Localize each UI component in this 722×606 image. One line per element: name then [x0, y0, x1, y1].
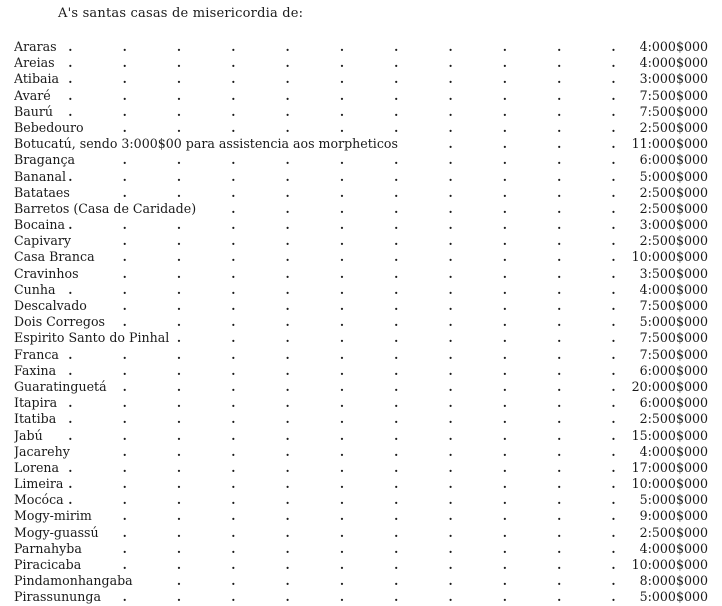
institution-name: Batataes: [14, 185, 73, 201]
institution-name: Jacarehy: [14, 444, 73, 460]
list-item: [14, 298, 708, 314]
institution-name: Mocóca: [14, 492, 67, 508]
dot-leader: [14, 298, 630, 314]
institution-name: Cravinhos: [14, 266, 82, 282]
amount-value: 3:000$000: [639, 71, 708, 87]
dot-leader: [14, 282, 630, 298]
list-item: [14, 185, 708, 201]
dot-leader: [14, 55, 630, 71]
dot-leader: [14, 249, 630, 265]
dot-leader: [14, 508, 630, 524]
list-item: [14, 428, 708, 444]
institution-name: Bebedouro: [14, 120, 87, 136]
dot-leader: [14, 395, 630, 411]
dot-leader: [14, 233, 630, 249]
institution-name: Bananal: [14, 169, 69, 185]
institution-name: Itapira: [14, 395, 60, 411]
list-item: [14, 541, 708, 557]
institution-name: Casa Branca: [14, 249, 98, 265]
page-heading: A's santas casas de misericordia de:: [58, 6, 304, 21]
dot-leader: [14, 185, 630, 201]
list-item: [14, 492, 708, 508]
list-item: [14, 347, 708, 363]
amount-value: 5:000$000: [639, 492, 708, 508]
amount-value: 2:500$000: [639, 200, 708, 216]
list-item: [14, 508, 708, 524]
institution-name: Limeira: [14, 476, 66, 492]
dot-leader: [14, 428, 630, 444]
institution-name: Botucatú, sendo 3:000$00 para assistencia aos morpheticos: [14, 136, 401, 152]
amount-value: 3:500$000: [639, 265, 708, 281]
institution-name: Areias: [14, 55, 58, 71]
dot-leader: [14, 525, 630, 541]
amount-value: 4:000$000: [639, 55, 708, 71]
amount-value: 5:000$000: [639, 589, 708, 605]
institution-name: Guaratinguetá: [14, 379, 110, 395]
amount-value: 2:500$000: [639, 411, 708, 427]
institution-name: Cunha: [14, 282, 58, 298]
institution-name: Piracicaba: [14, 557, 84, 573]
amount-value: 15:000$000: [631, 427, 708, 443]
institution-name: Faxina: [14, 363, 59, 379]
amount-value: 7:500$000: [639, 346, 708, 362]
dot-leader: [14, 152, 630, 168]
list-item: [14, 169, 708, 185]
institution-name: Mogy-guassú: [14, 525, 102, 541]
amount-value: 10:000$000: [631, 476, 708, 492]
amount-value: 7:500$000: [639, 330, 708, 346]
dot-leader: [14, 169, 630, 185]
amount-value: 11:000$000: [631, 136, 708, 152]
dot-leader: [14, 363, 630, 379]
amount-value: 2:500$000: [639, 233, 708, 249]
amount-value: 6:000$000: [639, 362, 708, 378]
amount-value: 5:000$000: [639, 314, 708, 330]
amount-value: 4:000$000: [639, 281, 708, 297]
amount-value: 2:500$000: [639, 119, 708, 135]
amount-value: 4:000$000: [639, 540, 708, 556]
amount-value: 9:000$000: [639, 508, 708, 524]
amount-value: 8:000$000: [639, 573, 708, 589]
list-item: [14, 395, 708, 411]
amount-value: 10:000$000: [631, 557, 708, 572]
dot-leader: [14, 444, 630, 460]
institution-name: Bragança: [14, 152, 78, 168]
amount-value: 10:000$000: [631, 249, 708, 265]
list-item: [14, 233, 708, 249]
dot-leader: [14, 476, 630, 492]
amount-value: 6:000$000: [639, 152, 708, 168]
dot-leader: [14, 104, 630, 120]
institution-name: Capivary: [14, 233, 74, 249]
dot-leader: [14, 411, 630, 427]
list-item: [14, 217, 708, 233]
amount-value: 7:500$000: [639, 87, 708, 103]
list-item: [14, 249, 708, 265]
dot-leader: [14, 217, 630, 233]
list-item: [14, 104, 708, 120]
dot-leader: [14, 88, 630, 104]
list-item: [14, 363, 708, 379]
amount-value: 5:000$000: [639, 168, 708, 184]
list-item: [14, 525, 708, 541]
dot-leader: [14, 589, 630, 605]
list-item: [14, 379, 708, 395]
list-item: [14, 152, 708, 168]
dot-leader: [14, 39, 630, 55]
amount-value: 7:500$000: [639, 298, 708, 313]
dot-leader: [14, 266, 630, 282]
institution-name: Baurú: [14, 104, 56, 120]
institution-name: Pirassununga: [14, 589, 104, 605]
amount-value: 6:000$000: [639, 395, 708, 411]
institution-name: Descalvado: [14, 298, 90, 314]
institution-name: Avaré: [14, 88, 54, 104]
list-item: [14, 266, 708, 282]
dot-leader: [14, 541, 630, 557]
dot-leader: [14, 557, 630, 573]
list-item: [14, 71, 708, 87]
institution-name: Barretos (Casa de Caridade): [14, 201, 199, 217]
list-item: [14, 120, 708, 136]
dot-leader: [14, 347, 630, 363]
list-item: [14, 476, 708, 492]
list-item: [14, 589, 708, 605]
institution-name: Itatiba: [14, 411, 59, 427]
institution-name: Mogy-mirim: [14, 508, 95, 524]
institution-name: Jabú: [14, 428, 46, 444]
institution-name: Dois Corregos: [14, 314, 108, 330]
institution-name: Parnahyba: [14, 541, 85, 557]
list-item: [14, 282, 708, 298]
allocation-list: [14, 39, 708, 606]
list-item: [14, 557, 708, 573]
amount-value: 20:000$000: [631, 378, 708, 394]
dot-leader: [14, 460, 630, 476]
list-item: [14, 460, 708, 476]
amount-value: 2:500$000: [639, 184, 708, 200]
institution-name: Espirito Santo do Pinhal: [14, 330, 172, 346]
dot-leader: [14, 120, 630, 136]
dot-leader: [14, 71, 630, 87]
institution-name: Franca: [14, 347, 62, 363]
amount-value: 2:500$000: [639, 524, 708, 540]
list-item: [14, 201, 708, 217]
list-item: [14, 411, 708, 427]
institution-name: Pindamonhangaba: [14, 573, 136, 589]
institution-name: Araras: [14, 39, 60, 55]
list-item: [14, 573, 708, 589]
amount-value: 7:500$000: [639, 103, 708, 119]
list-item: [14, 314, 708, 330]
list-item: [14, 55, 708, 71]
institution-name: Lorena: [14, 460, 62, 476]
list-item: [14, 444, 708, 460]
dot-leader: [14, 492, 630, 508]
amount-value: 17:000$000: [631, 459, 708, 475]
amount-value: 3:000$000: [639, 217, 708, 233]
institution-name: Atibaia: [14, 71, 62, 87]
list-item: [14, 39, 708, 55]
list-item: [14, 330, 708, 346]
amount-value: 4:000$000: [639, 39, 708, 54]
list-item: [14, 136, 708, 152]
amount-value: 4:000$000: [639, 443, 708, 459]
institution-name: Bocaina: [14, 217, 68, 233]
list-item: [14, 88, 708, 104]
